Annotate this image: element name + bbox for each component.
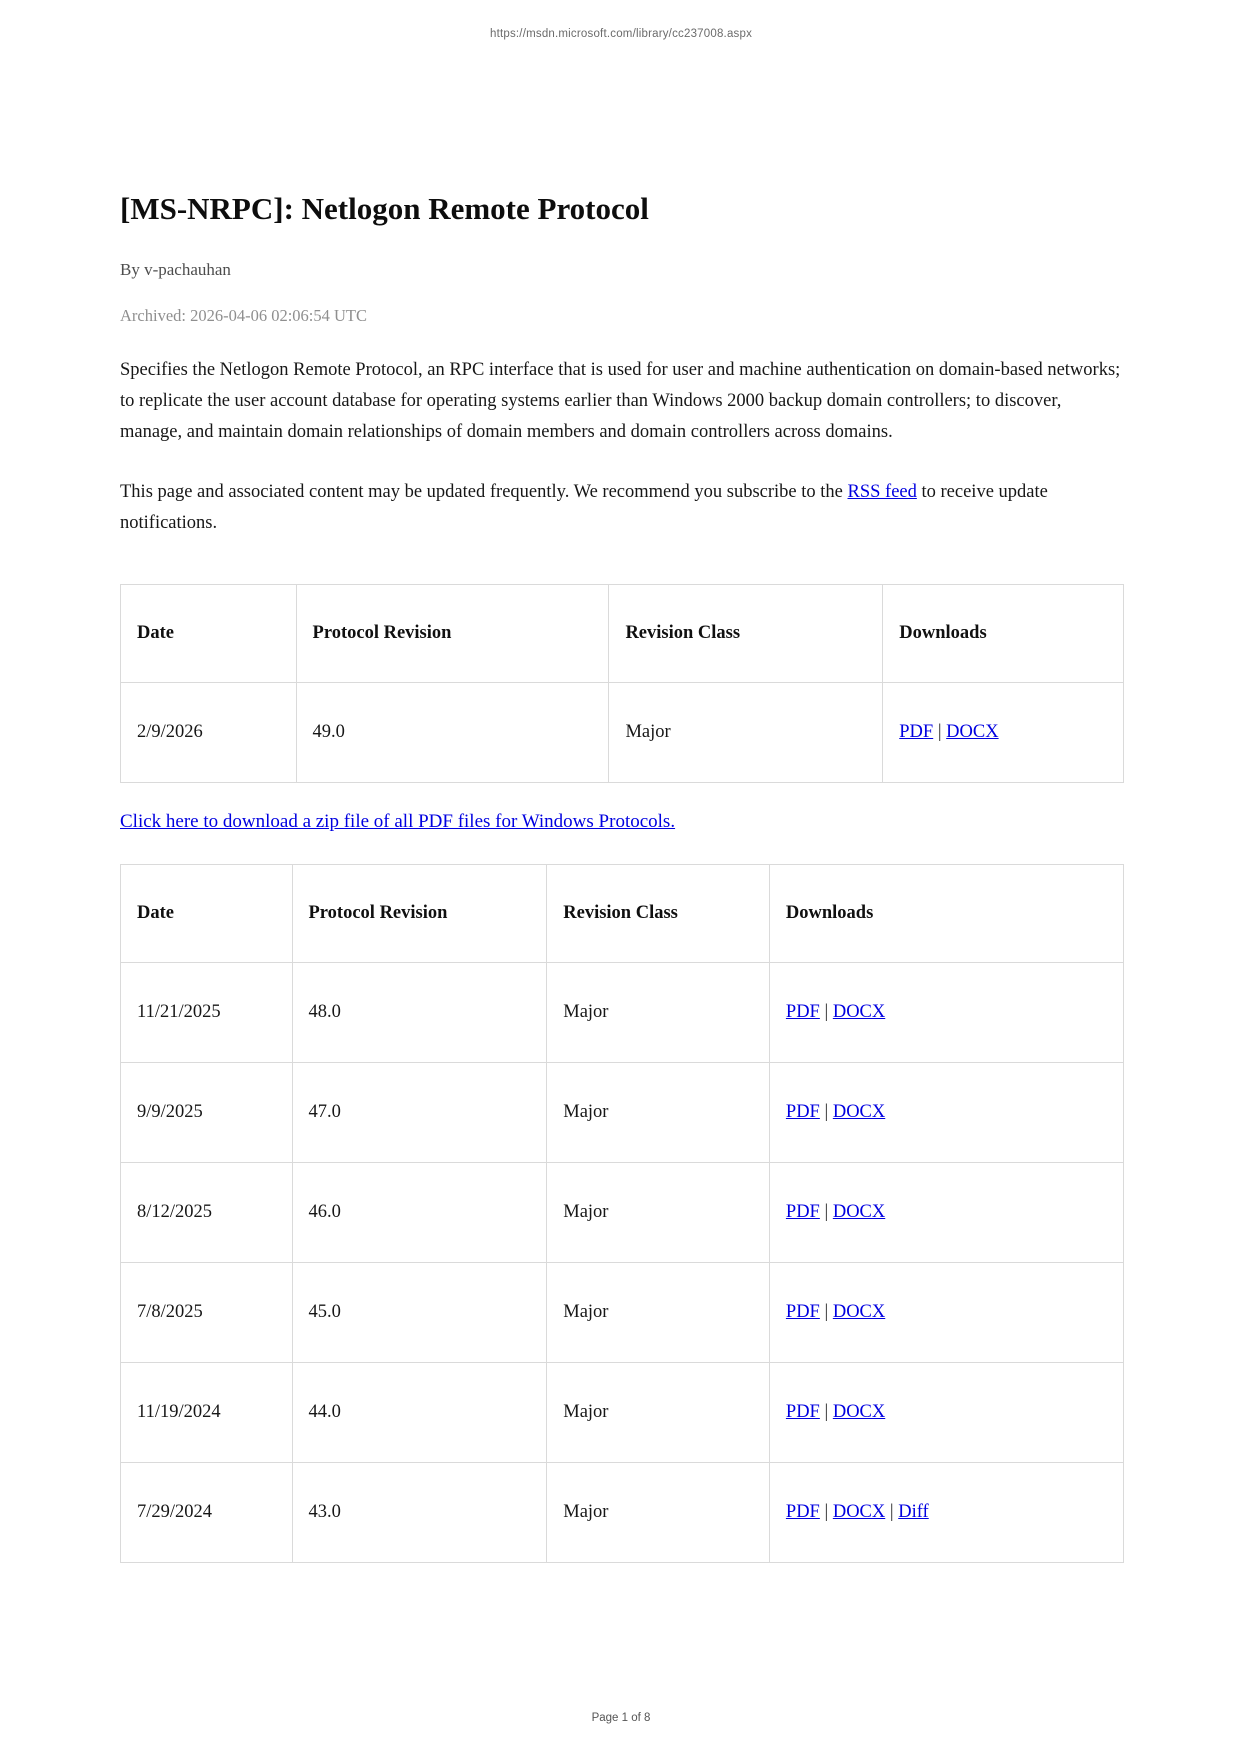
date-cell: 7/8/2025 (121, 1263, 293, 1363)
revision-class-cell: Major (547, 1263, 770, 1363)
pdf-download-link[interactable]: PDF (785, 1202, 820, 1222)
update-note-text-after: to receive update notifications. (120, 482, 1048, 533)
column-header-protocol-revision: Protocol Revision (296, 585, 609, 683)
table-row (121, 1463, 1124, 1563)
downloads-cell (769, 963, 1123, 1063)
docx-download-link[interactable]: DOCX (832, 1402, 886, 1422)
docx-download-link[interactable]: DOCX (832, 1002, 886, 1022)
table-row (121, 1163, 1124, 1263)
pdf-download-link[interactable]: PDF (785, 1302, 820, 1322)
docx-download-link[interactable]: DOCX (832, 1102, 886, 1122)
diff-download-link[interactable]: Diff (898, 1502, 929, 1522)
pdf-download-link[interactable]: PDF (899, 722, 934, 742)
protocol-revision-cell: 45.0 (292, 1263, 547, 1363)
link-separator: | (885, 1502, 899, 1522)
rss-feed-link[interactable]: RSS feed (847, 482, 917, 502)
downloads-cell (769, 1363, 1123, 1463)
downloads-cell (769, 1263, 1123, 1363)
column-header-date: Date (121, 585, 297, 683)
revision-class-cell: Major (609, 683, 883, 783)
docx-download-link[interactable]: DOCX (946, 722, 999, 742)
author-byline: By v-pachauhan (120, 260, 231, 279)
link-separator: | (819, 1302, 833, 1322)
pdf-download-link[interactable]: PDF (785, 1402, 820, 1422)
source-url: https://msdn.microsoft.com/library/cc237008.aspx (489, 28, 753, 40)
link-separator: | (819, 1002, 833, 1022)
protocol-revision-cell: 49.0 (296, 683, 609, 783)
protocol-revision-cell: 48.0 (292, 963, 547, 1063)
revision-class-cell: Major (547, 1463, 770, 1563)
downloads-cell (769, 1463, 1123, 1563)
protocol-revision-cell: 44.0 (292, 1363, 547, 1463)
downloads-cell (769, 1163, 1123, 1263)
docx-download-link[interactable]: DOCX (832, 1502, 886, 1522)
zip-download-line (120, 809, 1124, 835)
table-row (121, 1263, 1124, 1363)
link-separator: | (819, 1202, 833, 1222)
link-separator: | (933, 722, 947, 742)
docx-download-link[interactable]: DOCX (832, 1202, 886, 1222)
column-header-date: Date (121, 865, 293, 963)
table-header-row (121, 865, 1124, 963)
update-note (120, 477, 1124, 539)
column-header-revision-class: Revision Class (609, 585, 883, 683)
page-number: Page 1 of 8 (591, 1712, 651, 1724)
page-title: [MS-NRPC]: Netlogon Remote Protocol (120, 191, 649, 226)
protocol-description: Specifies the Netlogon Remote Protocol, an RPC interface that is used for user and machine authentication on domain-based networks; to replicate the user account database for operating systems earlier than Windows 2000 backup domain controllers; to discover, manage, and maintain domain relationships of domain members and domain controllers across domains. (120, 360, 1121, 442)
revision-history-table (120, 864, 1124, 1563)
revision-class-cell: Major (547, 963, 770, 1063)
pdf-download-link[interactable]: PDF (785, 1502, 820, 1522)
table-row (121, 1063, 1124, 1163)
link-separator: | (819, 1402, 833, 1422)
latest-revision-table (120, 584, 1124, 783)
date-cell: 11/21/2025 (121, 963, 293, 1063)
table-header-row (121, 585, 1124, 683)
date-cell: 2/9/2026 (121, 683, 297, 783)
table-row (121, 1363, 1124, 1463)
zip-download-link[interactable]: Click here to download a zip file of all PDF files for Windows Protocols. (120, 811, 676, 832)
date-cell: 11/19/2024 (121, 1363, 293, 1463)
revision-class-cell: Major (547, 1363, 770, 1463)
date-cell: 7/29/2024 (121, 1463, 293, 1563)
downloads-cell (883, 683, 1124, 783)
column-header-downloads: Downloads (883, 585, 1124, 683)
document-body (120, 0, 1124, 1563)
column-header-protocol-revision: Protocol Revision (292, 865, 547, 963)
table-row (121, 963, 1124, 1063)
column-header-revision-class: Revision Class (547, 865, 770, 963)
revision-class-cell: Major (547, 1163, 770, 1263)
archived-timestamp: Archived: 2026-04-06 02:06:54 UTC (120, 306, 368, 325)
update-note-text-before: This page and associated content may be updated frequently. We recommend you subscribe to the (120, 482, 848, 502)
link-separator: | (819, 1102, 833, 1122)
date-cell: 9/9/2025 (121, 1063, 293, 1163)
pdf-download-link[interactable]: PDF (785, 1002, 820, 1022)
revision-class-cell: Major (547, 1063, 770, 1163)
protocol-revision-cell: 46.0 (292, 1163, 547, 1263)
date-cell: 8/12/2025 (121, 1163, 293, 1263)
docx-download-link[interactable]: DOCX (832, 1302, 886, 1322)
column-header-downloads: Downloads (769, 865, 1123, 963)
link-separator: | (819, 1502, 833, 1522)
pdf-download-link[interactable]: PDF (785, 1102, 820, 1122)
protocol-revision-cell: 47.0 (292, 1063, 547, 1163)
table-row (121, 683, 1124, 783)
downloads-cell (769, 1063, 1123, 1163)
protocol-revision-cell: 43.0 (292, 1463, 547, 1563)
